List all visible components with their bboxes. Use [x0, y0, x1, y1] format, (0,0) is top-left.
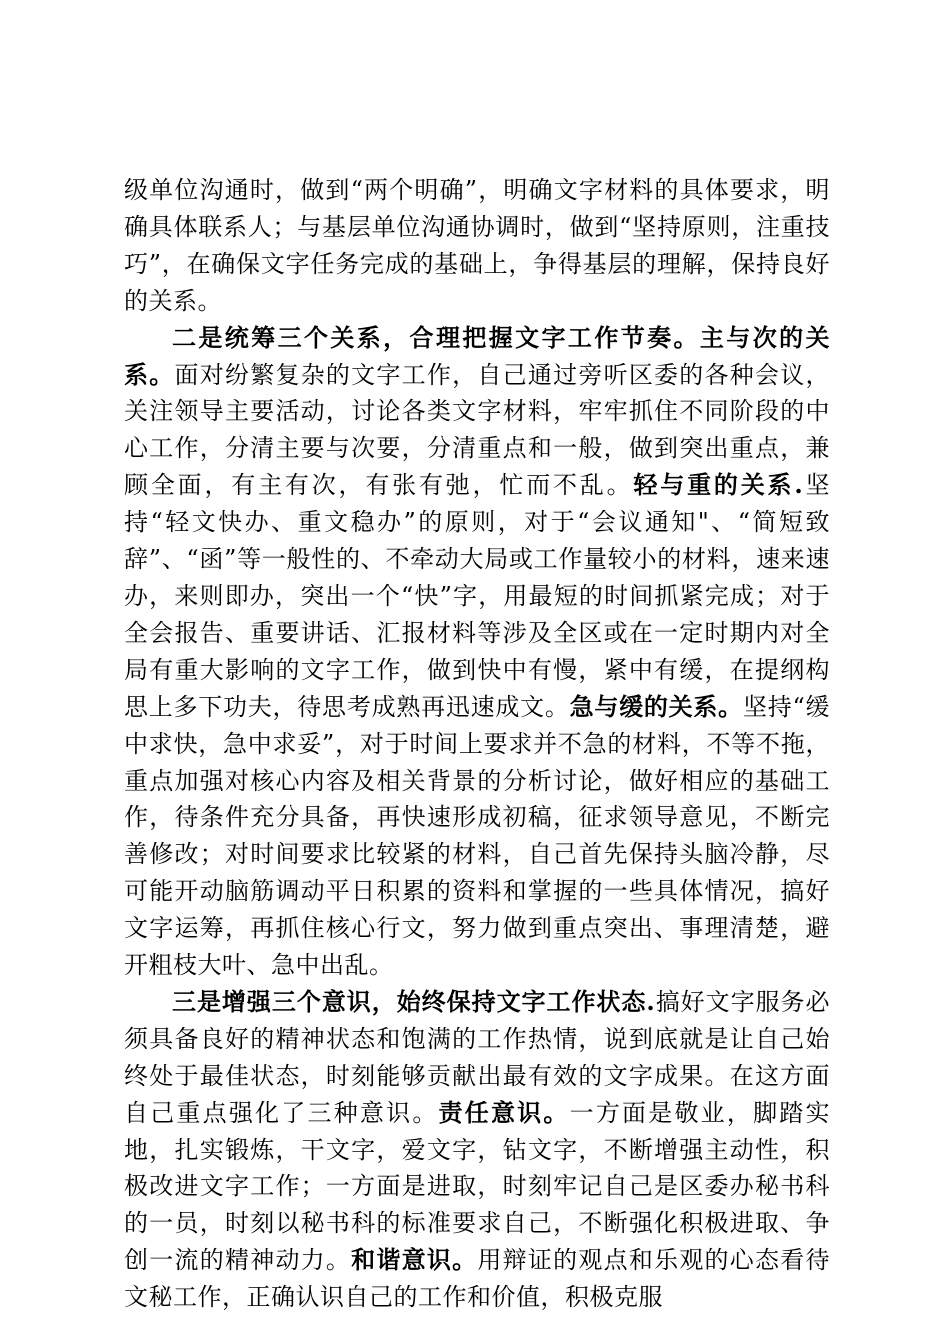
- paragraph-2-heading: 二是统筹三个关系，合理把握文字工作节奏。主与次的关系。: [124, 322, 830, 389]
- paragraph-2-subheading-1: 轻与重的关系.: [633, 470, 804, 500]
- paragraph-3-text-1: 搞好文字服务必须具备良好的精神状态和饱满的工作热情，说到底就是让自己始终处于最佳状态，时刻能够贡献出最有效的文字成果。在这方面自己重点强化了三种意识。: [124, 987, 831, 1127]
- paragraph-3-heading: 三是增强三个意识，始终保持文字工作状态.: [172, 986, 656, 1016]
- paragraph-2-text-1: 面对纷繁复杂的文字工作，自己通过旁听区委的各种会议，关注领导主要活动，讨论各类文字材料，牢牢抓住不同阶段的中心工作，分清主要与次要，分清重点和一般，做到突出重点，兼顾全面，有主有次，有张有弛，忙而不乱。: [124, 360, 831, 500]
- paragraph-3: [124, 984, 830, 1316]
- paragraph-3-subheading-2: 和谐意识。: [351, 1245, 478, 1275]
- paragraph-2-text-3: 坚持“缓中求快，急中求妥”，对于时间上要求并不急的材料，不等不拖，重点加强对核心内容及相关背景的分析讨论，做好相应的基础工作，待条件充分具备，再快速形成初稿，征求领导意见，不断完善修改；对时间要求比较紧的材料，自己首先保持头脑冷静，尽可能开动脑筋调动平日积累的资料和掌握的一些具体情况，搞好文字运筹，再抓住核心行文，努力做到重点突出、事理清楚，避开粗枝大叶、急中出乱。: [124, 692, 830, 980]
- paragraph-2-subheading-2: 急与缓的关系。: [569, 691, 743, 721]
- paragraph-1: [124, 172, 830, 320]
- document-page: [124, 172, 830, 1316]
- paragraph-1-text: 级单位沟通时，做到“两个明确”，明确文字材料的具体要求，明确具体联系人；与基层单位沟通协调时，做到“坚持原则，注重技巧”，在确保文字任务完成的基础上，争得基层的理解，保持良好的关系。: [124, 176, 830, 315]
- paragraph-3-text-3: 用辩证的观点和乐观的心态看待文秘工作，正确认识自己的工作和价值，积极克服: [124, 1246, 831, 1312]
- paragraph-3-subheading-1: 责任意识。: [438, 1097, 570, 1127]
- paragraph-3-text-2: 一方面是敬业，脚踏实地，扎实锻炼，干文字，爱文字，钻文字，不断增强主动性，积极改进文字工作；一方面是进取，时刻牢记自己是区委办秘书科的一员，时刻以秘书科的标准要求自己，不断强化积极进取、争创一流的精神动力。: [124, 1098, 831, 1275]
- paragraph-2: [124, 320, 830, 984]
- paragraph-2-text-2: 坚持“轻文快办、重文稳办”的原则，对于“会议通知"、“简短致辞”、“函”等一般性的、不牵动大局或工作量较小的材料，速来速办，来则即办，突出一个“快”字，用最短的时间抓紧完成；对于全会报告、重要讲话、汇报材料等涉及全区或在一定时期内对全局有重大影响的文字工作，做到快中有慢，紧中有缓，在提纲构思上多下功夫，待思考成熟再迅速成文。: [124, 471, 831, 721]
